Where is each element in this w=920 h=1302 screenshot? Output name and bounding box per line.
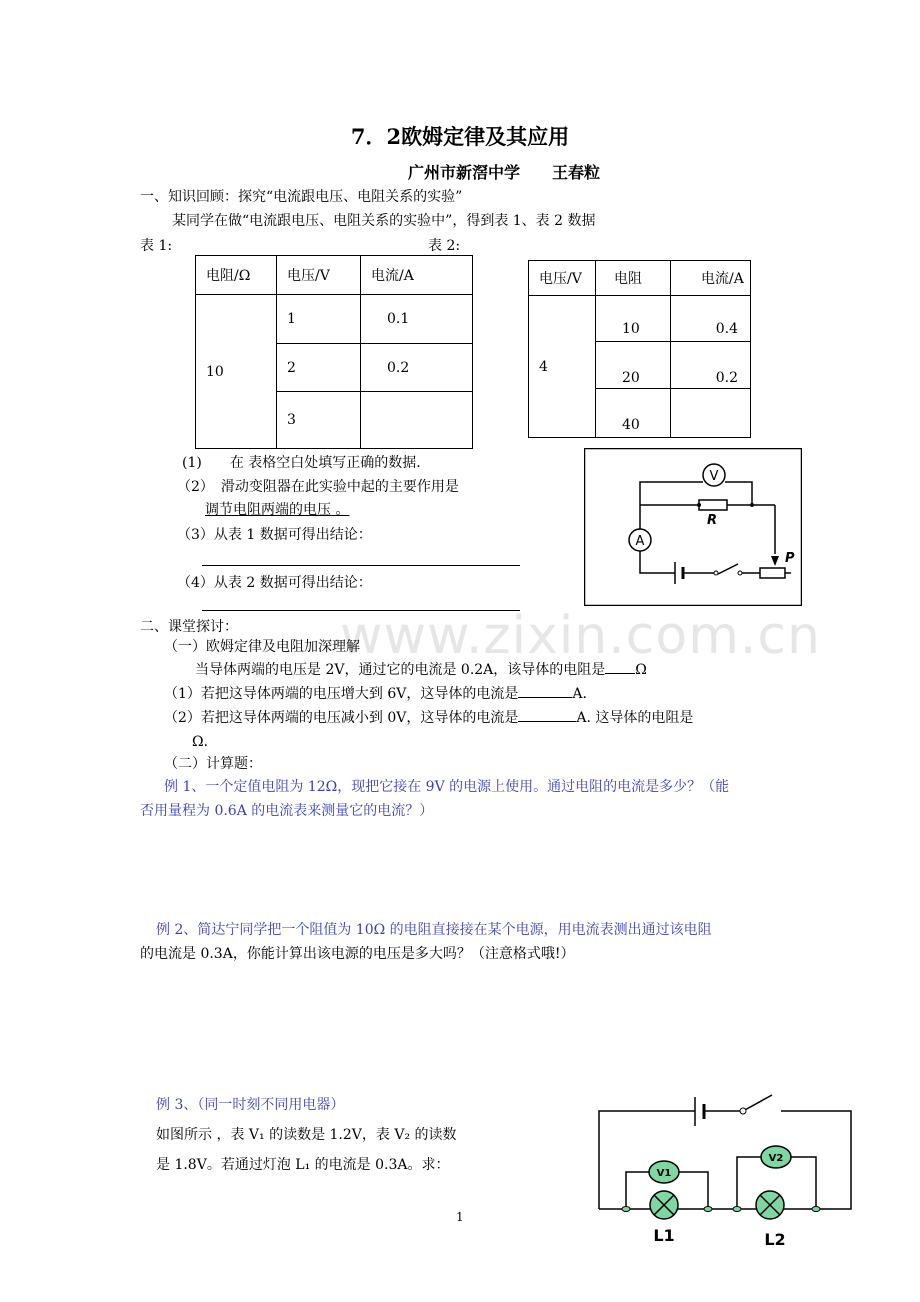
question-4: （4）从表 2 数据可得出结论： bbox=[177, 575, 372, 591]
table1-blank-cell[interactable] bbox=[361, 392, 473, 449]
table1-header: 电流/A bbox=[361, 256, 473, 295]
table1-cell: 3 bbox=[277, 392, 361, 449]
switch-contact bbox=[738, 571, 742, 575]
table1-cell: 0.2 bbox=[361, 344, 473, 392]
table1-label: 表 1: bbox=[140, 238, 173, 254]
rheostat-icon bbox=[760, 568, 785, 578]
subsection-2: （二）计算题： bbox=[164, 756, 262, 772]
section1-heading: 一、知识回顾：探究“电流跟电压、电阻关系的实验” bbox=[140, 189, 463, 205]
section1-intro: 某同学在做“电流跟电压、电阻关系的实验中”，得到表 1、表 2 数据 bbox=[172, 213, 596, 229]
unit-text: Ω bbox=[635, 662, 647, 678]
table2-blank-cell[interactable] bbox=[671, 389, 751, 438]
node-dot bbox=[812, 1207, 820, 1212]
page-title: 7．2欧姆定律及其应用 bbox=[350, 124, 570, 149]
ohm-question-text: 当导体两端的电压是 2V，通过它的电流是 0.2A，该导体的电阻是 bbox=[195, 662, 606, 678]
circuit2-wires bbox=[599, 1095, 851, 1209]
lamp-l2-icon bbox=[756, 1191, 784, 1219]
v1-label: V1 bbox=[656, 1168, 672, 1179]
table2-cell: 10 bbox=[596, 296, 671, 342]
l2-label: L2 bbox=[764, 1230, 786, 1249]
example-2-line1: 例 2、简达宁同学把一个阻值为 10Ω 的电阻直接接在某个电源，用电流表测出通过该电阻 bbox=[156, 922, 712, 938]
table2-cell: 0.2 bbox=[671, 342, 751, 389]
answer-line-4[interactable] bbox=[202, 610, 520, 611]
switch-contact bbox=[714, 571, 718, 575]
circuit1-wires bbox=[640, 482, 791, 574]
v2-meter bbox=[761, 1146, 791, 1168]
example-3-line1: 如图所示 ，表 V₁ 的读数是 1.2V，表 V₂ 的读数 bbox=[156, 1127, 457, 1143]
circuit-diagram-1 bbox=[584, 448, 802, 606]
question-p2-continued: Ω. bbox=[192, 734, 209, 750]
node-dot bbox=[697, 503, 701, 507]
table2-header bbox=[529, 261, 596, 296]
section2-heading: 二、课堂探讨： bbox=[140, 619, 238, 635]
answer-blank[interactable] bbox=[518, 697, 572, 698]
answer-blank[interactable] bbox=[605, 673, 635, 674]
author-line: 广州市新滘中学 王春粒 bbox=[408, 163, 601, 182]
node-dot bbox=[750, 503, 754, 507]
example-3-line2: 是 1.8V。若通过灯泡 L₁ 的电流是 0.3A。求： bbox=[156, 1157, 450, 1173]
example-1-line2: 否用量程为 0.6A 的电流表来测量它的电流？） bbox=[140, 803, 434, 819]
table1-cell: 1 bbox=[277, 295, 361, 344]
circuit1-ammeter bbox=[629, 529, 651, 551]
v1-meter bbox=[649, 1161, 679, 1183]
node-dot bbox=[704, 1207, 712, 1212]
table1-header: 电压/V bbox=[277, 256, 361, 295]
table2-label: 表 2: bbox=[428, 238, 461, 254]
question-1: (1) 在 表格空白处填写正确的数据. bbox=[182, 455, 421, 471]
table1-cell: 0.1 bbox=[361, 295, 473, 344]
circuit-diagram-2 bbox=[592, 1085, 854, 1255]
question-p2 bbox=[164, 710, 693, 727]
table2-header: 电阻 bbox=[596, 261, 671, 296]
circuit1-voltmeter bbox=[703, 464, 725, 486]
page-number: 1 bbox=[456, 1210, 464, 1224]
example-2-line2: 的电流是 0.3A，你能计算出该电源的电压是多大吗？（注意格式哦!） bbox=[140, 946, 575, 962]
table2-voltage: 4 bbox=[529, 296, 596, 438]
table1-resistance: 10 bbox=[196, 295, 277, 449]
answer-line-3[interactable] bbox=[202, 565, 520, 566]
unit-text: A. 这导体的电阻是 bbox=[576, 710, 694, 726]
unit-text: A. bbox=[572, 686, 587, 702]
v2-label: V2 bbox=[768, 1153, 784, 1164]
table1-cell: 2 bbox=[277, 344, 361, 392]
switch-contact bbox=[740, 1108, 746, 1114]
question-p2-text: （2）若把这导体两端的电压减小到 0V，这导体的电流是 bbox=[164, 710, 519, 726]
question-p1 bbox=[164, 686, 587, 703]
question-2-answer: 调节电阻两端的电压 。 bbox=[205, 502, 350, 518]
slider-arrow-icon bbox=[771, 556, 779, 566]
resistor-label: R bbox=[706, 513, 718, 528]
question-3: （3）从表 1 数据可得出结论： bbox=[177, 527, 372, 543]
ohm-question bbox=[195, 662, 647, 679]
resistor-icon bbox=[699, 500, 727, 510]
lamp-l1-icon bbox=[650, 1191, 678, 1219]
table2-header-text: 电压/V bbox=[539, 271, 582, 287]
l1-label: L1 bbox=[653, 1226, 675, 1245]
table1 bbox=[195, 255, 473, 449]
ammeter-label: A bbox=[635, 534, 645, 549]
voltmeter-label: V bbox=[709, 469, 719, 484]
table2-cell: 40 bbox=[596, 389, 671, 438]
question-2: （2） 滑动变阻器在此实验中起的主要作用是 bbox=[177, 479, 459, 495]
question-p1-text: （1）若把这导体两端的电压增大到 6V，这导体的电流是 bbox=[164, 686, 519, 702]
battery-icon bbox=[695, 1097, 704, 1126]
node-dot bbox=[622, 1207, 630, 1212]
subsection-1: （一）欧姆定律及电阻加深理解 bbox=[164, 639, 360, 655]
example-3-title: 例 3、（同一时刻不同用电器） bbox=[156, 1097, 345, 1113]
table2-cell: 20 bbox=[596, 342, 671, 389]
table2-cell: 0.4 bbox=[671, 296, 751, 342]
watermark: www.zixin.com.cn bbox=[340, 606, 821, 666]
table1-header: 电阻/Ω bbox=[196, 256, 277, 295]
circuit1-frame bbox=[585, 449, 802, 606]
battery-icon bbox=[675, 562, 683, 584]
node-dot bbox=[733, 1207, 741, 1212]
table2 bbox=[528, 260, 751, 438]
answer-blank[interactable] bbox=[518, 721, 576, 722]
table2-header: 电流/A bbox=[671, 261, 751, 296]
example-1-line1: 例 1、一个定值电阻为 12Ω，现把它接在 9V 的电源上使用。通过电阻的电流是多少？（能 bbox=[164, 779, 730, 795]
slider-label: P bbox=[785, 551, 795, 566]
